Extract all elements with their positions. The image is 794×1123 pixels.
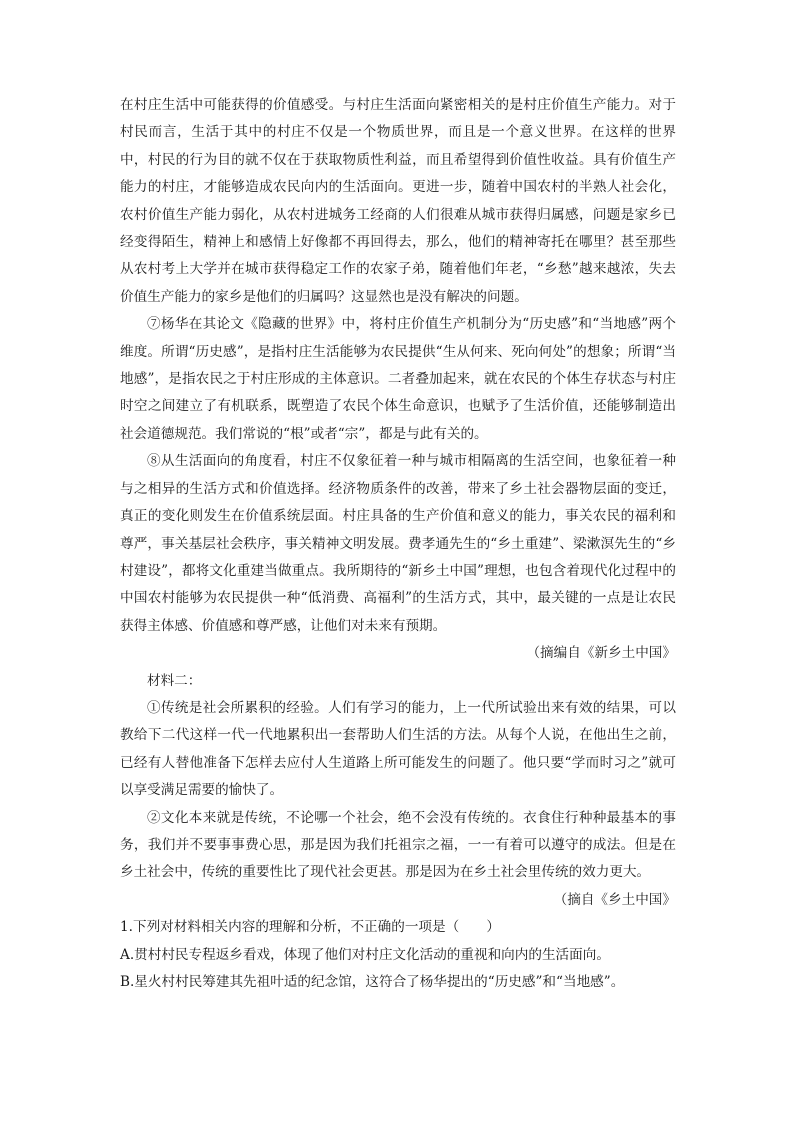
paragraph-7: ⑦杨华在其论文《隐藏的世界》中，将村庄价值生产机制分为“历史感”和“当地感”两个维度。所谓“历史感”，是指村庄生活能够为农民提供“生从何来、死向何处”的想象；所谓“当地感”，是指农民之于村庄形成的主体意识。二者叠加起来，就在农民的个体生存状态与村庄时空之间建立了有机联系，既塑造了农民个体生命意识，也赋予了生活价值，还能够制造出社会道德规范。我们常说的“根”或者“宗”，都是与此有关的。 [120,316,676,442]
document-page [120,92,676,996]
material1-source: （摘编自《新乡土中国》 [526,645,676,662]
option-b: B.星火村村民筹建其先祖叶适的纪念馆，这符合了杨华提出的“历史感”和“当地感”。 [120,974,625,990]
material2-source: （摘自《乡土中国》 [553,891,676,908]
paragraph-continuation: 在村庄生活中可能获得的价值感受。与村庄生活面向紧密相关的是村庄价值生产能力。对于村民而言，生活于其中的村庄不仅是一个物质世界，而且是一个意义世界。在这样的世界中，村民的行为目的就不仅在于获取物质性利益，而且希望得到价值性收益。具有价值生产能力的村庄，才能够造成农民向内的生活面向。更进一步，随着中国农村的半熟人社会化，农村价值生产能力弱化，从农村进城务工经商的人们很难从城市获得归属感，问题是家乡已经变得陌生，精神上和感情上好像都不再回得去，那么，他们的精神寄托在哪里？甚至那些从农村考上大学并在城市获得稳定工作的农家子弟，随着他们年老，“乡愁”越来越浓，失去价值生产能力的家乡是他们的归属吗？这显然也是没有解决的问题。 [120,97,676,305]
material2-paragraph-2: ②文化本来就是传统，不论哪一个社会，绝不会没有传统的。衣食住行种种最基本的事务，我们并不要事事费心思，那是因为我们托祖宗之福，一一有着可以遵守的成法。但是在乡土社会中，传统的重要性比了现代社会更甚。那是因为在乡土社会里传统的效力更大。 [120,809,676,881]
material2-heading: 材料二： [147,672,202,689]
question-stem: 1.下列对材料相关内容的理解和分析，不正确的一项是（ ） [120,919,500,936]
paragraph-8: ⑧从生活面向的角度看，村庄不仅象征着一种与城市相隔离的生活空间，也象征着一种与之相异的生活方式和价值选择。经济物质条件的改善，带来了乡土社会器物层面的变迁，真正的变化则发生在价值系统层面。村庄具备的生产价值和意义的能力，事关农民的福利和尊严，事关基层社会秩序，事关精神文明发展。费孝通先生的“乡土重建”、梁漱溟先生的“乡村建设”，都将文化重建当做重点。我所期待的“新乡土中国”理想，也包含着现代化过程中的中国农村能够为农民提供一种“低消费、高福利”的生活方式，其中，最关键的一点是让农民获得主体感、价值感和尊严感，让他们对未来有预期。 [120,453,676,634]
material2-paragraph-1: ①传统是社会所累积的经验。人们有学习的能力，上一代所试验出来有效的结果，可以教给下二代这样一代一代地累积出一套帮助人们生活的方法。从每个人说，在他出生之前，已经有人替他准备下怎样去应付人生道路上所可能发生的问题了。他只要“学而时习之”就可以享受满足需要的愉快了。 [120,699,676,799]
option-a: A.贯村村民专程返乡看戏，体现了他们对村庄文化活动的重视和向内的生活面向。 [120,946,610,963]
